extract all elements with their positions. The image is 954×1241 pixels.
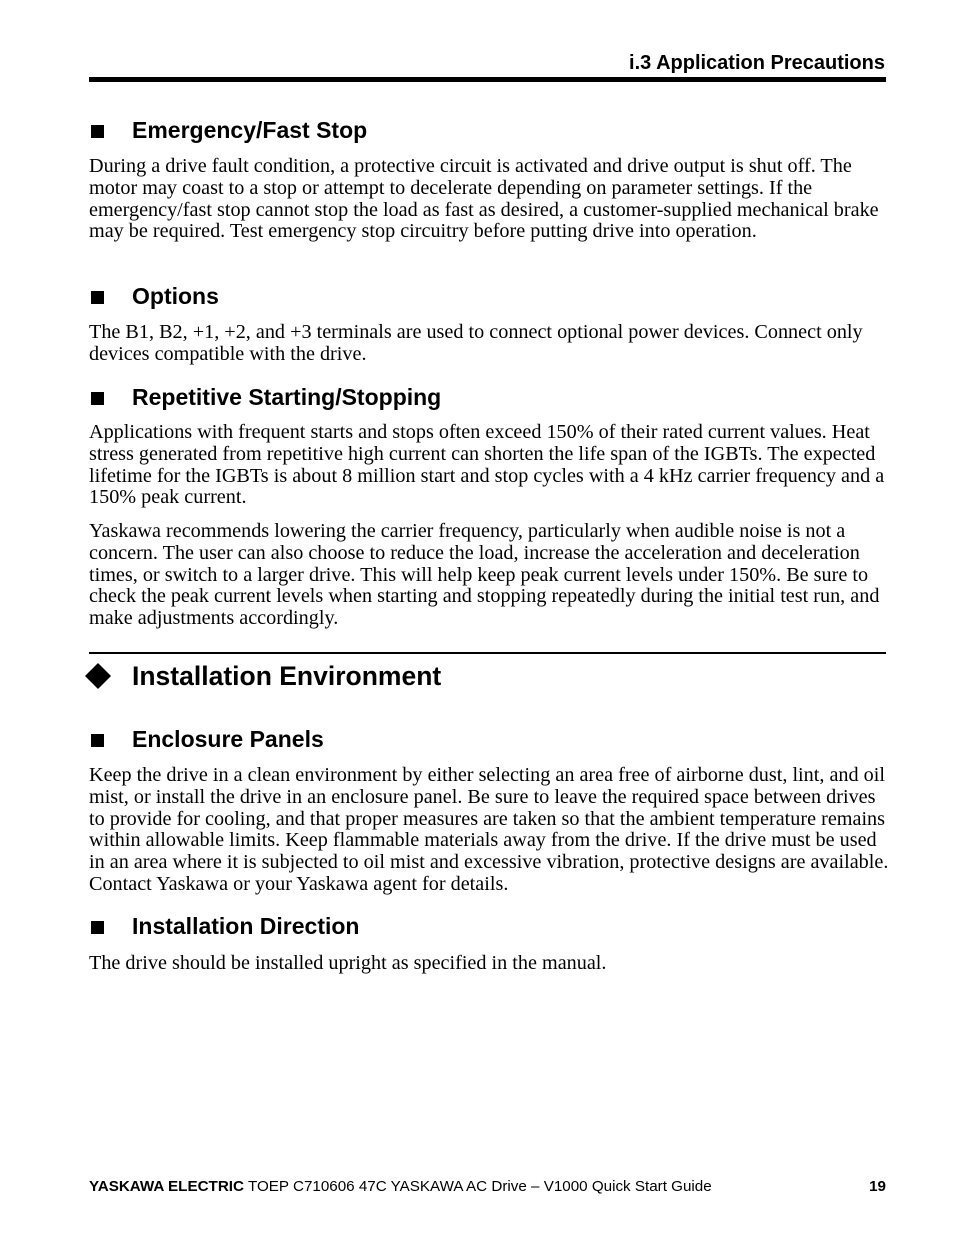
paragraph-enclosure-panels: Keep the drive in a clean environment by either selecting an area free of airborne dust, lint, and oil mist, or install the drive in an enclosure panel. Be sure to leave the required space between drives to provide for cooling, and that proper measures are taken so that the ambient temperature remains within allowable limits. Keep flammable materials away from the drive. If the drive must be used in an area where it is subjected to oil mist and excessive vibration, protective designs are available. Contact Yaskawa or your Yaskawa agent for details. — [89, 764, 889, 895]
paragraph-repetitive-1: Applications with frequent starts and stops often exceed 150% of their rated current values. Heat stress generated from repetitive high current can shorten the life span of the IGBTs. The expected lifetime for the IGBTs is about 8 million start and stop cycles with a 4 kHz carrier frequency and a 150% peak current. — [89, 421, 885, 509]
square-bullet-icon — [91, 125, 104, 138]
square-bullet-icon — [91, 291, 104, 304]
footer-doc-info: TOEP C710606 47C YASKAWA AC Drive – V1000 Quick Start Guide — [247, 1178, 712, 1195]
page-footer — [89, 1178, 886, 1196]
paragraph-emergency-fast-stop: During a drive fault condition, a protective circuit is activated and drive output is shut off. The motor may coast to a stop or attempt to decelerate depending on parameter settings. If the emergency/fast stop cannot stop the load as fast as desired, a customer-supplied mechanical brake may be required. Test emergency stop circuitry before putting drive into operation. — [89, 155, 879, 243]
paragraph-repetitive-2: Yaskawa recommends lowering the carrier frequency, particularly when audible noise is not a concern. The user can also choose to reduce the load, increase the acceleration and deceleration times, or switch to a larger drive. This will help keep peak current levels under 150%. Be sure to check the peak current levels when starting and stopping repeatedly during the initial test run, and make adjustments accordingly. — [89, 520, 880, 630]
square-bullet-icon — [91, 392, 104, 405]
section-rule — [89, 652, 886, 654]
paragraph-installation-direction: The drive should be installed upright as specified in the manual. — [89, 952, 607, 974]
paragraph-options: The B1, B2, +1, +2, and +3 terminals are used to connect optional power devices. Connect only devices compatible with the drive. — [89, 321, 863, 365]
footer-brand: YASKAWA ELECTRIC — [89, 1178, 244, 1195]
header-rule — [89, 77, 886, 82]
running-header: i.3 Application Precautions — [629, 52, 885, 74]
square-bullet-icon — [91, 734, 104, 747]
square-bullet-icon — [91, 921, 104, 934]
page-number: 19 — [869, 1178, 886, 1195]
diamond-bullet-icon — [85, 663, 111, 689]
